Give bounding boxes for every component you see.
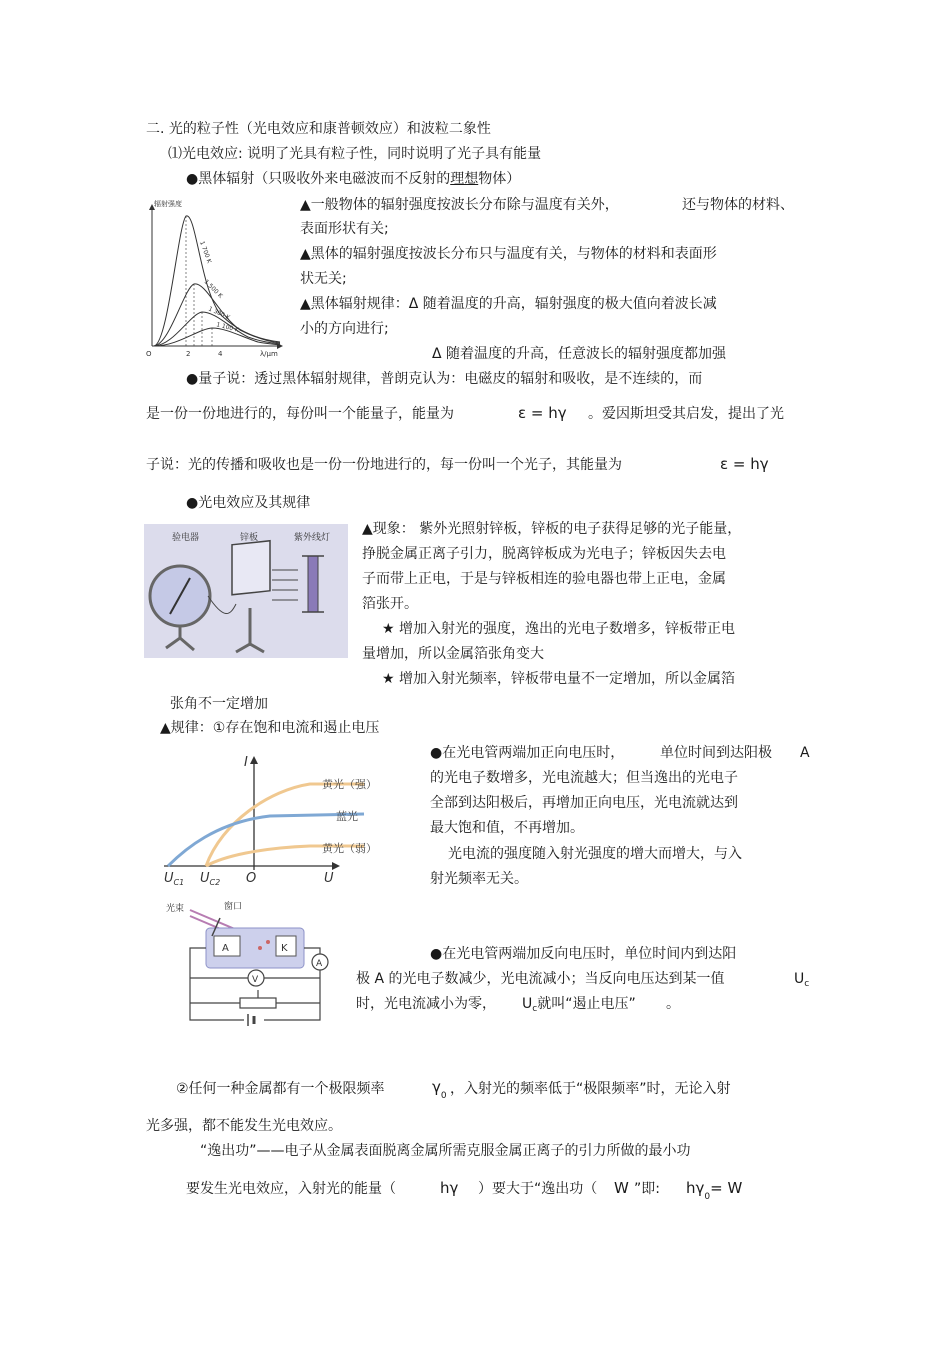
law-p1b: 单位时间到达阳极 bbox=[660, 745, 772, 761]
effect-p1b: 挣脱金属正离子引力，脱离锌板成为光电子；锌板因失去电 bbox=[362, 546, 726, 562]
quantum-l1: ●量子说：透过黑体辐射规律，普朗克认为：电磁皮的辐射和吸收，是不连续的，而 bbox=[186, 371, 703, 387]
law-p1a: ●在光电管两端加正向电压时， bbox=[430, 745, 625, 761]
iv-uc2: $U_{C2}$ bbox=[200, 871, 221, 886]
law-p1e: 全部到达阳极后，再增加正向电压，光电流就达到 bbox=[430, 795, 738, 811]
bb-p2a: ▲黑体的辐射强度按波长分布只与温度有关，与物体的材料和表面形 bbox=[300, 246, 717, 262]
effect-p3a: ★ 增加入射光频率，锌板带电量不一定增加，所以金属箔 bbox=[382, 671, 735, 687]
legend-yellow-strong: 黄光（强） bbox=[322, 778, 377, 791]
bb-curve-1300 bbox=[154, 312, 280, 346]
bb-label-1300: 1 300 K bbox=[207, 305, 231, 322]
formula-hgamma: hγ bbox=[440, 1179, 459, 1197]
bb-label-1700: 1 700 K bbox=[198, 240, 213, 265]
bb-p4: Δ 随着温度的升高，任意波长的辐射强度都加强 bbox=[432, 346, 727, 362]
law-p3d: 时，光电流减小为零， bbox=[356, 996, 496, 1012]
bb-ylabel: 辐射强度 bbox=[154, 200, 182, 208]
limit-l1b: ，入射光的频率低于“极限频率”时，无论入射 bbox=[450, 1081, 731, 1097]
limit-l2: 光多强，都不能发生光电效应。 bbox=[146, 1118, 342, 1134]
effect-p1d: 箔张开。 bbox=[362, 596, 418, 612]
limit-l4c: ）要大于“逸出功（ bbox=[478, 1181, 598, 1197]
label-zinc-plate: 锌板 bbox=[240, 533, 259, 543]
effect-p3b: 张角不一定增加 bbox=[170, 696, 268, 712]
legend-yellow-weak: 黄光（弱） bbox=[322, 842, 377, 855]
iv-uc1: $U_{C1}$ bbox=[164, 871, 185, 886]
label-anode: A bbox=[222, 943, 229, 954]
bb-p3b: 小的方向进行; bbox=[300, 321, 389, 337]
legend-blue: 蓝光 bbox=[336, 810, 358, 823]
quantum-l3a: 子说：光的传播和吸收也是一份一份地进行的，每一份叫一个光子，其能量为 bbox=[146, 457, 622, 473]
bb-xlabel: λ/μm bbox=[260, 350, 278, 358]
phototube-circuit bbox=[160, 898, 336, 1034]
symbol-uc-1: $U_c$ bbox=[794, 971, 810, 989]
blackbody-figure bbox=[144, 196, 284, 358]
effect-p1c: 子而带上正电，于是与锌板相连的验电器也带上正电，金属 bbox=[362, 571, 726, 587]
curve-blue bbox=[168, 814, 364, 866]
law-p1d: 的光电子数增多，光电流越大；但当逸出的光电子 bbox=[430, 770, 738, 786]
law-p3a: ●在光电管两端加反向电压时，单位时间内到达阳 bbox=[430, 946, 737, 962]
bb-p1c: 表面形状有关; bbox=[300, 221, 389, 237]
label-beam: 光束 bbox=[166, 904, 185, 914]
effect-p2b: 量增加，所以金属箔张角变大 bbox=[362, 646, 544, 662]
effect-p1a: ▲现象： 紫外光照射锌板，锌板的电子获得足够的光子能量， bbox=[362, 521, 742, 537]
formula-threshold: $h\gamma_0= W$ bbox=[686, 1179, 743, 1202]
effect-p2a: ★ 增加入射光的强度，逸出的光电子数增多，锌板带正电 bbox=[382, 621, 735, 637]
label-electroscope: 验电器 bbox=[172, 533, 200, 543]
formula-energy-1: ε = hγ bbox=[518, 404, 567, 422]
bb-origin: O bbox=[146, 350, 152, 358]
quantum-l2a: 是一份一份地进行的，每份叫一个能量子，能量为 bbox=[146, 406, 454, 422]
limit-l1a: ②任何一种金属都有一个极限频率 bbox=[176, 1081, 385, 1097]
limit-l4a: 要发生光电效应，入射光的能量（ bbox=[186, 1181, 396, 1197]
law-heading: ▲规律：①存在饱和电流和遏止电压 bbox=[160, 720, 380, 736]
bb-tick-4: 4 bbox=[218, 350, 223, 358]
quantum-l2b: 。爱因斯坦受其启发，提出了光 bbox=[588, 406, 784, 422]
bb-p1a: ▲一般物体的辐射强度按波长分布除与温度有关外， bbox=[300, 197, 619, 213]
label-voltmeter: V bbox=[252, 975, 259, 985]
law-p3b: 极 A 的光电子数减少，光电流减小；当反向电压达到某一值 bbox=[356, 971, 725, 987]
electroscope-figure bbox=[144, 524, 348, 658]
work-function-def: “逸出功”——电子从金属表面脱离金属所需克服金属正离子的引力所做的最小功 bbox=[200, 1143, 691, 1159]
bb-p2b: 状无关; bbox=[300, 271, 347, 287]
formula-energy-2: ε = hγ bbox=[720, 455, 769, 473]
bb-label-1100: 1 100 K bbox=[215, 321, 240, 334]
subsection-title: ⑴光电效应: 说明了光具有粒子性，同时说明了光子具有能量 bbox=[168, 146, 542, 162]
law-p2a: 光电流的强度随入射光强度的增大而增大，与入 bbox=[448, 846, 742, 862]
symbol-w: W bbox=[614, 1179, 629, 1197]
law-p3g: 。 bbox=[666, 996, 680, 1012]
section-title: 二. 光的粒子性（光电效应和康普顿效应）和波粒二象性 bbox=[146, 121, 491, 137]
iv-ylabel: I bbox=[244, 755, 248, 770]
blackbody-heading: ●黑体辐射（只吸收外来电磁波而不反射的理想物体） bbox=[186, 171, 521, 187]
label-window: 窗口 bbox=[224, 902, 243, 912]
effect-heading: ●光电效应及其规律 bbox=[186, 495, 311, 511]
label-uv-lamp: 紫外线灯 bbox=[294, 533, 331, 543]
label-ammeter: A bbox=[316, 959, 323, 969]
iv-origin: O bbox=[246, 871, 257, 886]
limit-l4e: ”即: bbox=[634, 1181, 660, 1197]
law-p1f: 最大饱和值，不再增加。 bbox=[430, 820, 584, 836]
symbol-uc-2: $U_c$就叫“遏止电压” bbox=[522, 996, 636, 1014]
law-p1c: A bbox=[800, 745, 810, 761]
bb-p3a: ▲黑体辐射规律：Δ 随着温度的升高，辐射强度的极大值向着波长减 bbox=[300, 296, 717, 312]
bb-tick-2: 2 bbox=[186, 350, 191, 358]
bb-p1b: 还与物体的材料、 bbox=[682, 197, 794, 213]
iv-xlabel: U bbox=[324, 871, 334, 886]
law-p2b: 射光频率无关。 bbox=[430, 871, 528, 887]
label-cathode: K bbox=[281, 943, 288, 954]
iv-graph bbox=[160, 752, 392, 886]
symbol-gamma0: $\gamma_0$ bbox=[432, 1078, 447, 1101]
bb-label-1500: 1 500 K bbox=[202, 278, 224, 300]
